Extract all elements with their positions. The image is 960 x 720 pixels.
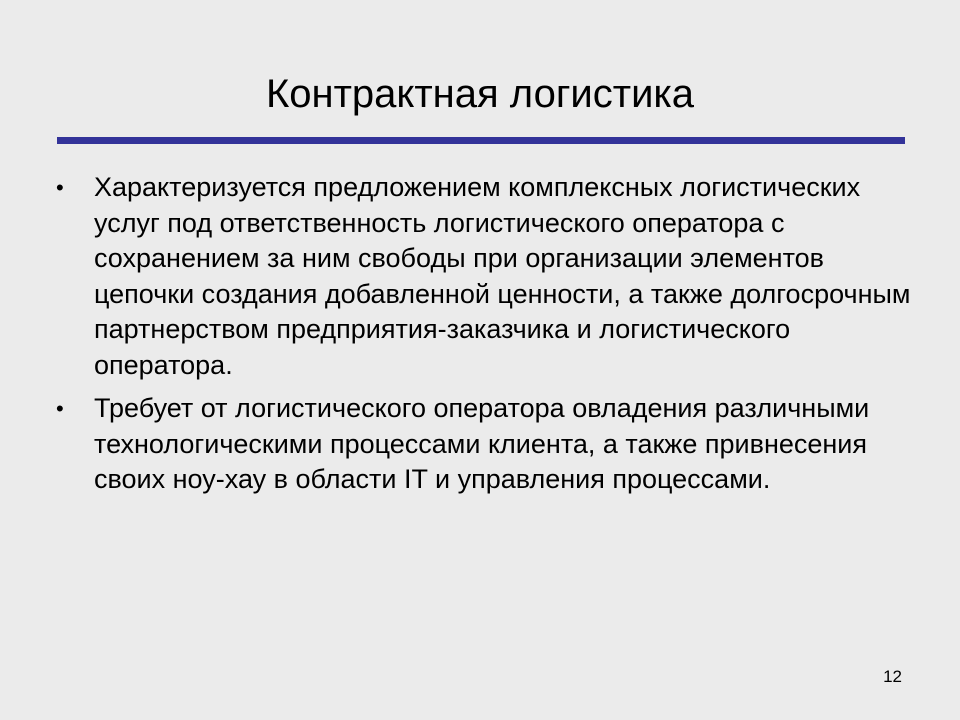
- bullet-text-2: Требует от логистического оператора овладения различными технологическими процессами клиента, а также привнесения своих ноу-хау в области IT и управления процессами.: [94, 393, 870, 494]
- bullet-item-1: [56, 170, 916, 383]
- bullet-item-2: [56, 391, 916, 498]
- slide-title: Контрактная логистика: [265, 72, 695, 116]
- bullet-icon: •: [56, 175, 64, 200]
- title-underline: [57, 137, 905, 144]
- bullet-list: [56, 170, 916, 506]
- bullet-text-1: Характеризуется предложением комплексных логистических услуг под ответственность логистического оператора с сохранением за ним свободы при организации элементов цепочки создания добавленной ценности, а также долгосрочным партнерством предприятия-заказчика и логистического оператора.: [94, 172, 911, 380]
- slide-number: 12: [883, 667, 902, 686]
- bullet-icon: •: [56, 396, 64, 421]
